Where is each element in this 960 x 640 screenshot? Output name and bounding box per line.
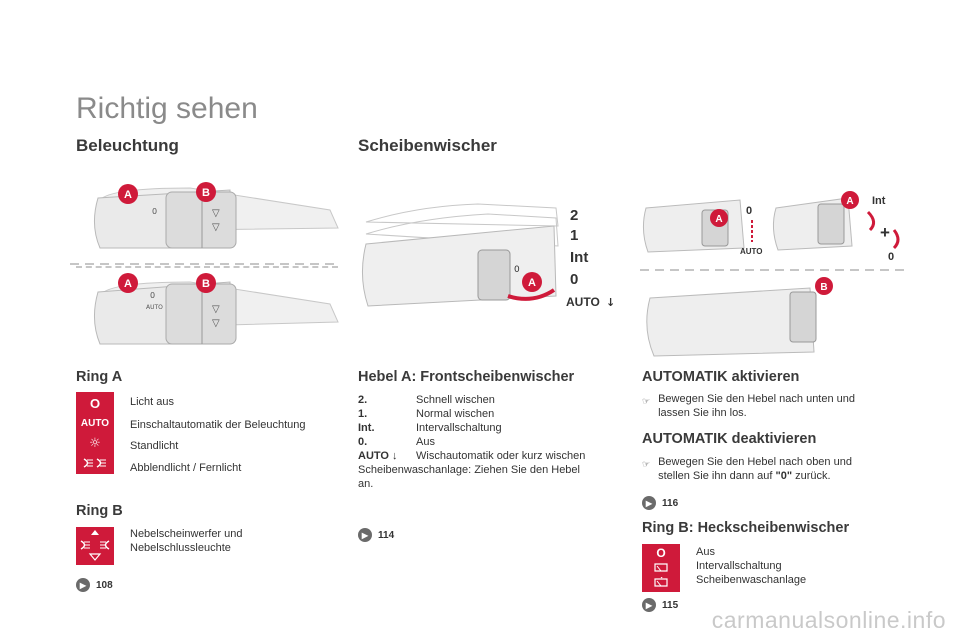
- automatik-aktivieren-text: ☞ Bewegen Sie den Hebel nach unten und lassen Sie ihn los.: [642, 393, 856, 419]
- rear-wiper-list: [696, 545, 806, 587]
- wiper-row: 2. Schnell wischen: [358, 394, 495, 406]
- ring-b-text: Nebelscheinwerfer und Nebelschlussleuchte: [130, 528, 243, 554]
- svg-text:B: B: [202, 278, 210, 290]
- list-item: Scheibenwaschanlage: [696, 574, 807, 586]
- lighting-stalk-illustration: [70, 170, 340, 360]
- page-link-icon: ▶: [642, 598, 656, 612]
- headlight-icon: [76, 454, 114, 472]
- rear-wiper-interval-icon: [642, 560, 680, 575]
- page-link-icon: ▶: [358, 528, 372, 542]
- auto-symbol-icon: AUTO: [80, 417, 110, 429]
- pointer-icon: ☞: [642, 459, 651, 469]
- page-reference-108[interactable]: ▶ 108: [76, 578, 113, 592]
- svg-text:↓: ↓: [606, 296, 616, 309]
- automatik-deaktivieren-heading: AUTOMATIK deaktivieren: [642, 431, 817, 447]
- svg-text:0: 0: [152, 207, 158, 216]
- svg-text:▽: ▽: [212, 222, 220, 233]
- wiper-stalk-illustration: [358, 186, 620, 326]
- ring-a-item-text: Licht aus: [130, 396, 175, 408]
- page-reference-114[interactable]: ▶ 114: [358, 528, 394, 542]
- scheibenwischer-heading: Scheibenwischer: [358, 136, 497, 155]
- ring-a-heading: Ring A: [76, 369, 123, 385]
- svg-text:0: 0: [514, 265, 520, 275]
- svg-text:+: +: [880, 223, 890, 242]
- parking-light-icon: ☼: [89, 435, 101, 451]
- automatik-illustration: [640, 190, 905, 360]
- zero-symbol-icon: O: [89, 395, 101, 411]
- svg-text:1: 1: [570, 227, 579, 244]
- svg-text:2: 2: [570, 207, 579, 224]
- page-link-icon: ▶: [76, 578, 90, 592]
- list-item: Intervallschaltung: [696, 560, 782, 572]
- wiper-continuation: an.: [358, 478, 374, 490]
- wiper-row: AUTO ↓ Wischautomatik oder kurz wischen: [358, 450, 586, 462]
- svg-text:A: A: [846, 196, 854, 207]
- fog-light-symbol-bar: [76, 527, 114, 565]
- ring-a-item-text: Abblendlicht / Fernlicht: [130, 462, 242, 474]
- list-item: Aus: [696, 546, 715, 558]
- rear-washer-icon: [642, 575, 680, 590]
- svg-text:AUTO: AUTO: [146, 304, 163, 311]
- svg-text:A: A: [124, 189, 132, 201]
- svg-text:AUTO: AUTO: [566, 295, 600, 309]
- pointer-icon: ☞: [642, 396, 651, 406]
- wiper-row: 0. Aus: [358, 436, 435, 448]
- svg-text:▽: ▽: [212, 208, 220, 219]
- beleuchtung-heading: Beleuchtung: [76, 136, 179, 155]
- svg-text:▽: ▽: [212, 318, 220, 329]
- svg-text:B: B: [820, 282, 828, 293]
- page-reference-115[interactable]: ▶ 115: [642, 598, 678, 612]
- ring-b-rear-wiper-heading: Ring B: Heckscheibenwischer: [642, 520, 850, 536]
- svg-text:0: 0: [150, 291, 156, 300]
- page-link-icon: ▶: [642, 496, 656, 510]
- svg-text:B: B: [202, 187, 210, 199]
- svg-text:Int: Int: [872, 195, 886, 207]
- svg-text:Int: Int: [570, 249, 589, 266]
- wiper-continuation: Scheibenwaschanlage: Ziehen Sie den Hebel: [358, 464, 580, 476]
- wiper-row: Int. Intervallschaltung: [358, 422, 502, 434]
- svg-text:A: A: [715, 214, 723, 225]
- svg-text:A: A: [124, 278, 132, 290]
- automatik-aktivieren-heading: AUTOMATIK aktivieren: [642, 369, 800, 385]
- fog-light-icon: [76, 527, 114, 565]
- lighting-divider: [76, 266, 338, 268]
- svg-text:0: 0: [746, 205, 753, 217]
- automatik-deaktivieren-text: ☞ Bewegen Sie den Hebel nach oben und stellen Sie ihn dann auf "0" zurück.: [642, 456, 852, 482]
- hebel-a-list: [358, 393, 613, 491]
- ring-a-item-text: Standlicht: [130, 440, 179, 452]
- svg-text:AUTO: AUTO: [740, 247, 763, 256]
- ring-b-heading: Ring B: [76, 503, 123, 519]
- page-title: Richtig sehen: [76, 92, 258, 125]
- rear-wiper-symbol-bar: [642, 544, 680, 592]
- svg-text:0: 0: [888, 251, 895, 263]
- ring-a-item-text: Einschaltautomatik der Beleuchtung: [130, 419, 306, 431]
- svg-text:▽: ▽: [212, 304, 220, 315]
- svg-text:0: 0: [570, 271, 579, 288]
- page-reference-116[interactable]: ▶ 116: [642, 496, 678, 510]
- svg-text:A: A: [528, 277, 536, 289]
- zero-symbol-icon: O: [656, 545, 666, 560]
- wiper-row: 1. Normal wischen: [358, 408, 495, 420]
- watermark: carmanualsonline.info: [711, 607, 946, 633]
- ring-a-symbol-bar: [76, 392, 114, 474]
- hebel-a-heading: Hebel A: Frontscheibenwischer: [358, 369, 575, 385]
